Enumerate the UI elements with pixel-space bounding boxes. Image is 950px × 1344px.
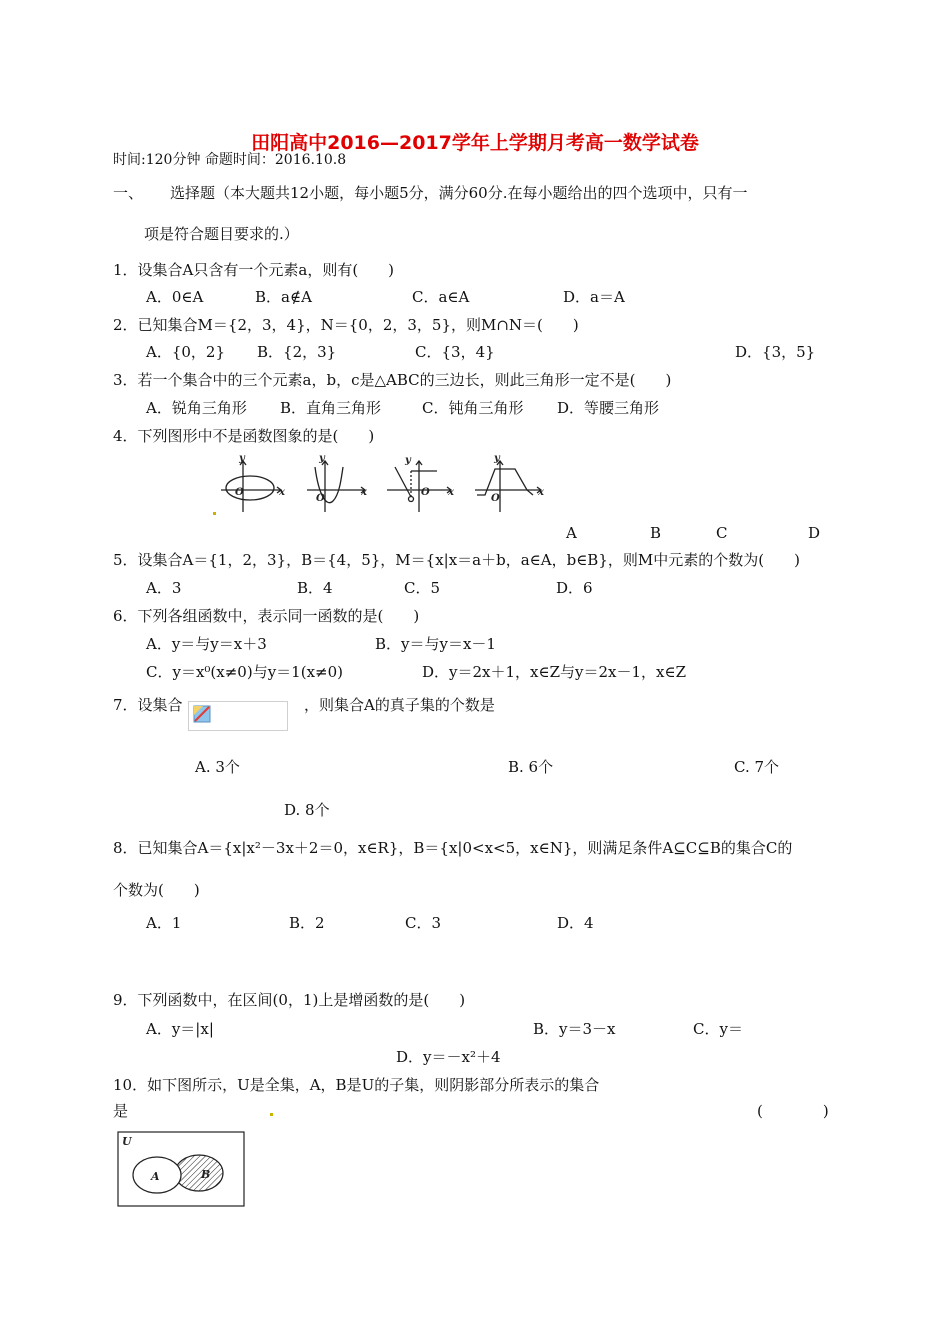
- q10-stem-continued: 是: [113, 1102, 129, 1120]
- q3-option-a: A．锐角三角形: [146, 399, 247, 417]
- q1-option-d: D．a＝A: [563, 288, 625, 306]
- graph-d-origin-label: O: [491, 493, 500, 504]
- q6-stem: 6．下列各组函数中，表示同一函数的是( ): [113, 607, 420, 625]
- q9-option-d: D．y＝－x²＋4: [396, 1048, 501, 1066]
- q8-option-d: D．4: [557, 914, 594, 932]
- graph-a-origin-label: O: [235, 487, 244, 498]
- speck: [270, 1113, 273, 1116]
- graph-a-y-label: y: [239, 453, 245, 464]
- graph-b-origin-label: O: [316, 493, 325, 504]
- venn-u-label: U: [122, 1135, 132, 1148]
- exam-info: 时间:120分钟 命题时间：2016.10.8: [113, 152, 347, 168]
- graph-d-x-label: x: [538, 487, 544, 498]
- q2-option-b: B．{2，3}: [257, 343, 337, 361]
- q4-label-b: B: [650, 524, 662, 542]
- q7-option-a: A. 3个: [195, 758, 240, 776]
- venn-diagram: [117, 1131, 245, 1207]
- graph-c-origin-label: O: [421, 487, 430, 498]
- q7-stem-suffix: ，则集合A的真子集的个数是: [304, 696, 495, 714]
- q1-option-c: C．a∈A: [412, 288, 470, 306]
- q2-option-a: A．{0，2}: [146, 343, 226, 361]
- graph-b: [307, 461, 365, 512]
- q1-option-a: A．0∈A: [146, 288, 204, 306]
- q4-label-d: D: [808, 524, 821, 542]
- q5-option-a: A．3: [146, 579, 182, 597]
- q3-option-d: D．等腰三角形: [557, 399, 660, 417]
- venn-a-label: A: [151, 1170, 160, 1183]
- q9-option-b: B．y＝3－x: [533, 1020, 616, 1038]
- graph-a: [221, 461, 281, 512]
- q8-option-a: A．1: [146, 914, 182, 932]
- q5-option-b: B．4: [297, 579, 333, 597]
- graph-b-x-label: x: [361, 487, 367, 498]
- q6-option-d: D．y＝2x＋1，x∈Z与y＝2x－1，x∈Z: [422, 663, 687, 681]
- q7-option-c: C. 7个: [734, 758, 780, 776]
- q8-option-b: B．2: [289, 914, 325, 932]
- section-instructions-line2: 项是符合题目要求的.）: [144, 225, 299, 243]
- q1-stem: 1．设集合A只含有一个元素a，则有( ): [113, 261, 395, 279]
- q2-option-c: C．{3，4}: [415, 343, 495, 361]
- q10-answer-paren: ( ): [757, 1102, 829, 1120]
- graph-d-y-label: y: [494, 453, 500, 464]
- section-instructions-line1: 选择题（本大题共12小题，每小题5分，满分60分.在每小题给出的四个选项中，只有一: [170, 184, 748, 202]
- q3-stem: 3．若一个集合中的三个元素a，b，c是△ABC的三边长，则此三角形一定不是( ): [113, 371, 672, 389]
- q5-option-c: C．5: [404, 579, 441, 597]
- q4-label-a: A: [566, 524, 577, 542]
- q10-stem: 10．如下图所示，U是全集，A，B是U的子集，则阴影部分所表示的集合: [113, 1076, 600, 1094]
- q9-stem: 9．下列函数中，在区间(0，1)上是增函数的是( ): [113, 991, 466, 1009]
- q1-option-b: B．a∉A: [255, 288, 312, 306]
- broken-image-icon: [193, 705, 211, 723]
- q3-option-b: B．直角三角形: [280, 399, 382, 417]
- graph-c: [387, 461, 451, 512]
- q3-option-c: C．钝角三角形: [422, 399, 524, 417]
- q7-stem-prefix: 7．设集合: [113, 696, 183, 714]
- q5-option-d: D．6: [556, 579, 593, 597]
- q4-stem: 4．下列图形中不是函数图象的是( ): [113, 427, 375, 445]
- graph-b-y-label: y: [319, 453, 325, 464]
- q4-graphs: [215, 455, 545, 517]
- exam-title: 田阳高中2016—2017学年上学期月考高一数学试卷: [251, 132, 699, 154]
- q8-stem: 8．已知集合A＝{x|x²－3x＋2＝0，x∈R}，B＝{x|0<x<5，x∈N}，则满足条件A⊆C⊆B的集合C的: [113, 839, 793, 857]
- graph-c-x-label: x: [448, 487, 454, 498]
- q2-stem: 2．已知集合M＝{2，3，4}，N＝{0，2，3，5}，则M∩N＝( ): [113, 316, 579, 334]
- graph-a-x-label: x: [279, 487, 285, 498]
- graph-d: [475, 461, 541, 512]
- q7-option-b: B. 6个: [508, 758, 554, 776]
- q6-option-c: C．y＝x⁰(x≠0)与y＝1(x≠0): [146, 663, 343, 681]
- q6-option-b: B．y＝与y＝x－1: [375, 635, 496, 653]
- section-number: 一、: [113, 184, 144, 202]
- q4-label-c: C: [716, 524, 728, 542]
- speck: [213, 512, 216, 515]
- q7-set-formula-image: [188, 701, 288, 731]
- q5-stem: 5．设集合A＝{1，2，3}，B＝{4，5}，M＝{x|x＝a＋b，a∈A，b∈B}，则M中元素的个数为( ): [113, 551, 800, 569]
- q8-stem-continued: 个数为( ): [113, 881, 200, 899]
- venn-b-label: B: [201, 1168, 211, 1181]
- q2-option-d: D．{3，5}: [735, 343, 816, 361]
- q9-option-a: A．y＝|x|: [146, 1020, 214, 1038]
- q7-option-d: D. 8个: [284, 801, 330, 819]
- q9-option-c: C．y＝: [693, 1020, 743, 1038]
- q6-option-a: A．y＝与y＝x＋3: [146, 635, 267, 653]
- graph-c-y-label: y: [405, 455, 411, 466]
- q8-option-c: C．3: [405, 914, 442, 932]
